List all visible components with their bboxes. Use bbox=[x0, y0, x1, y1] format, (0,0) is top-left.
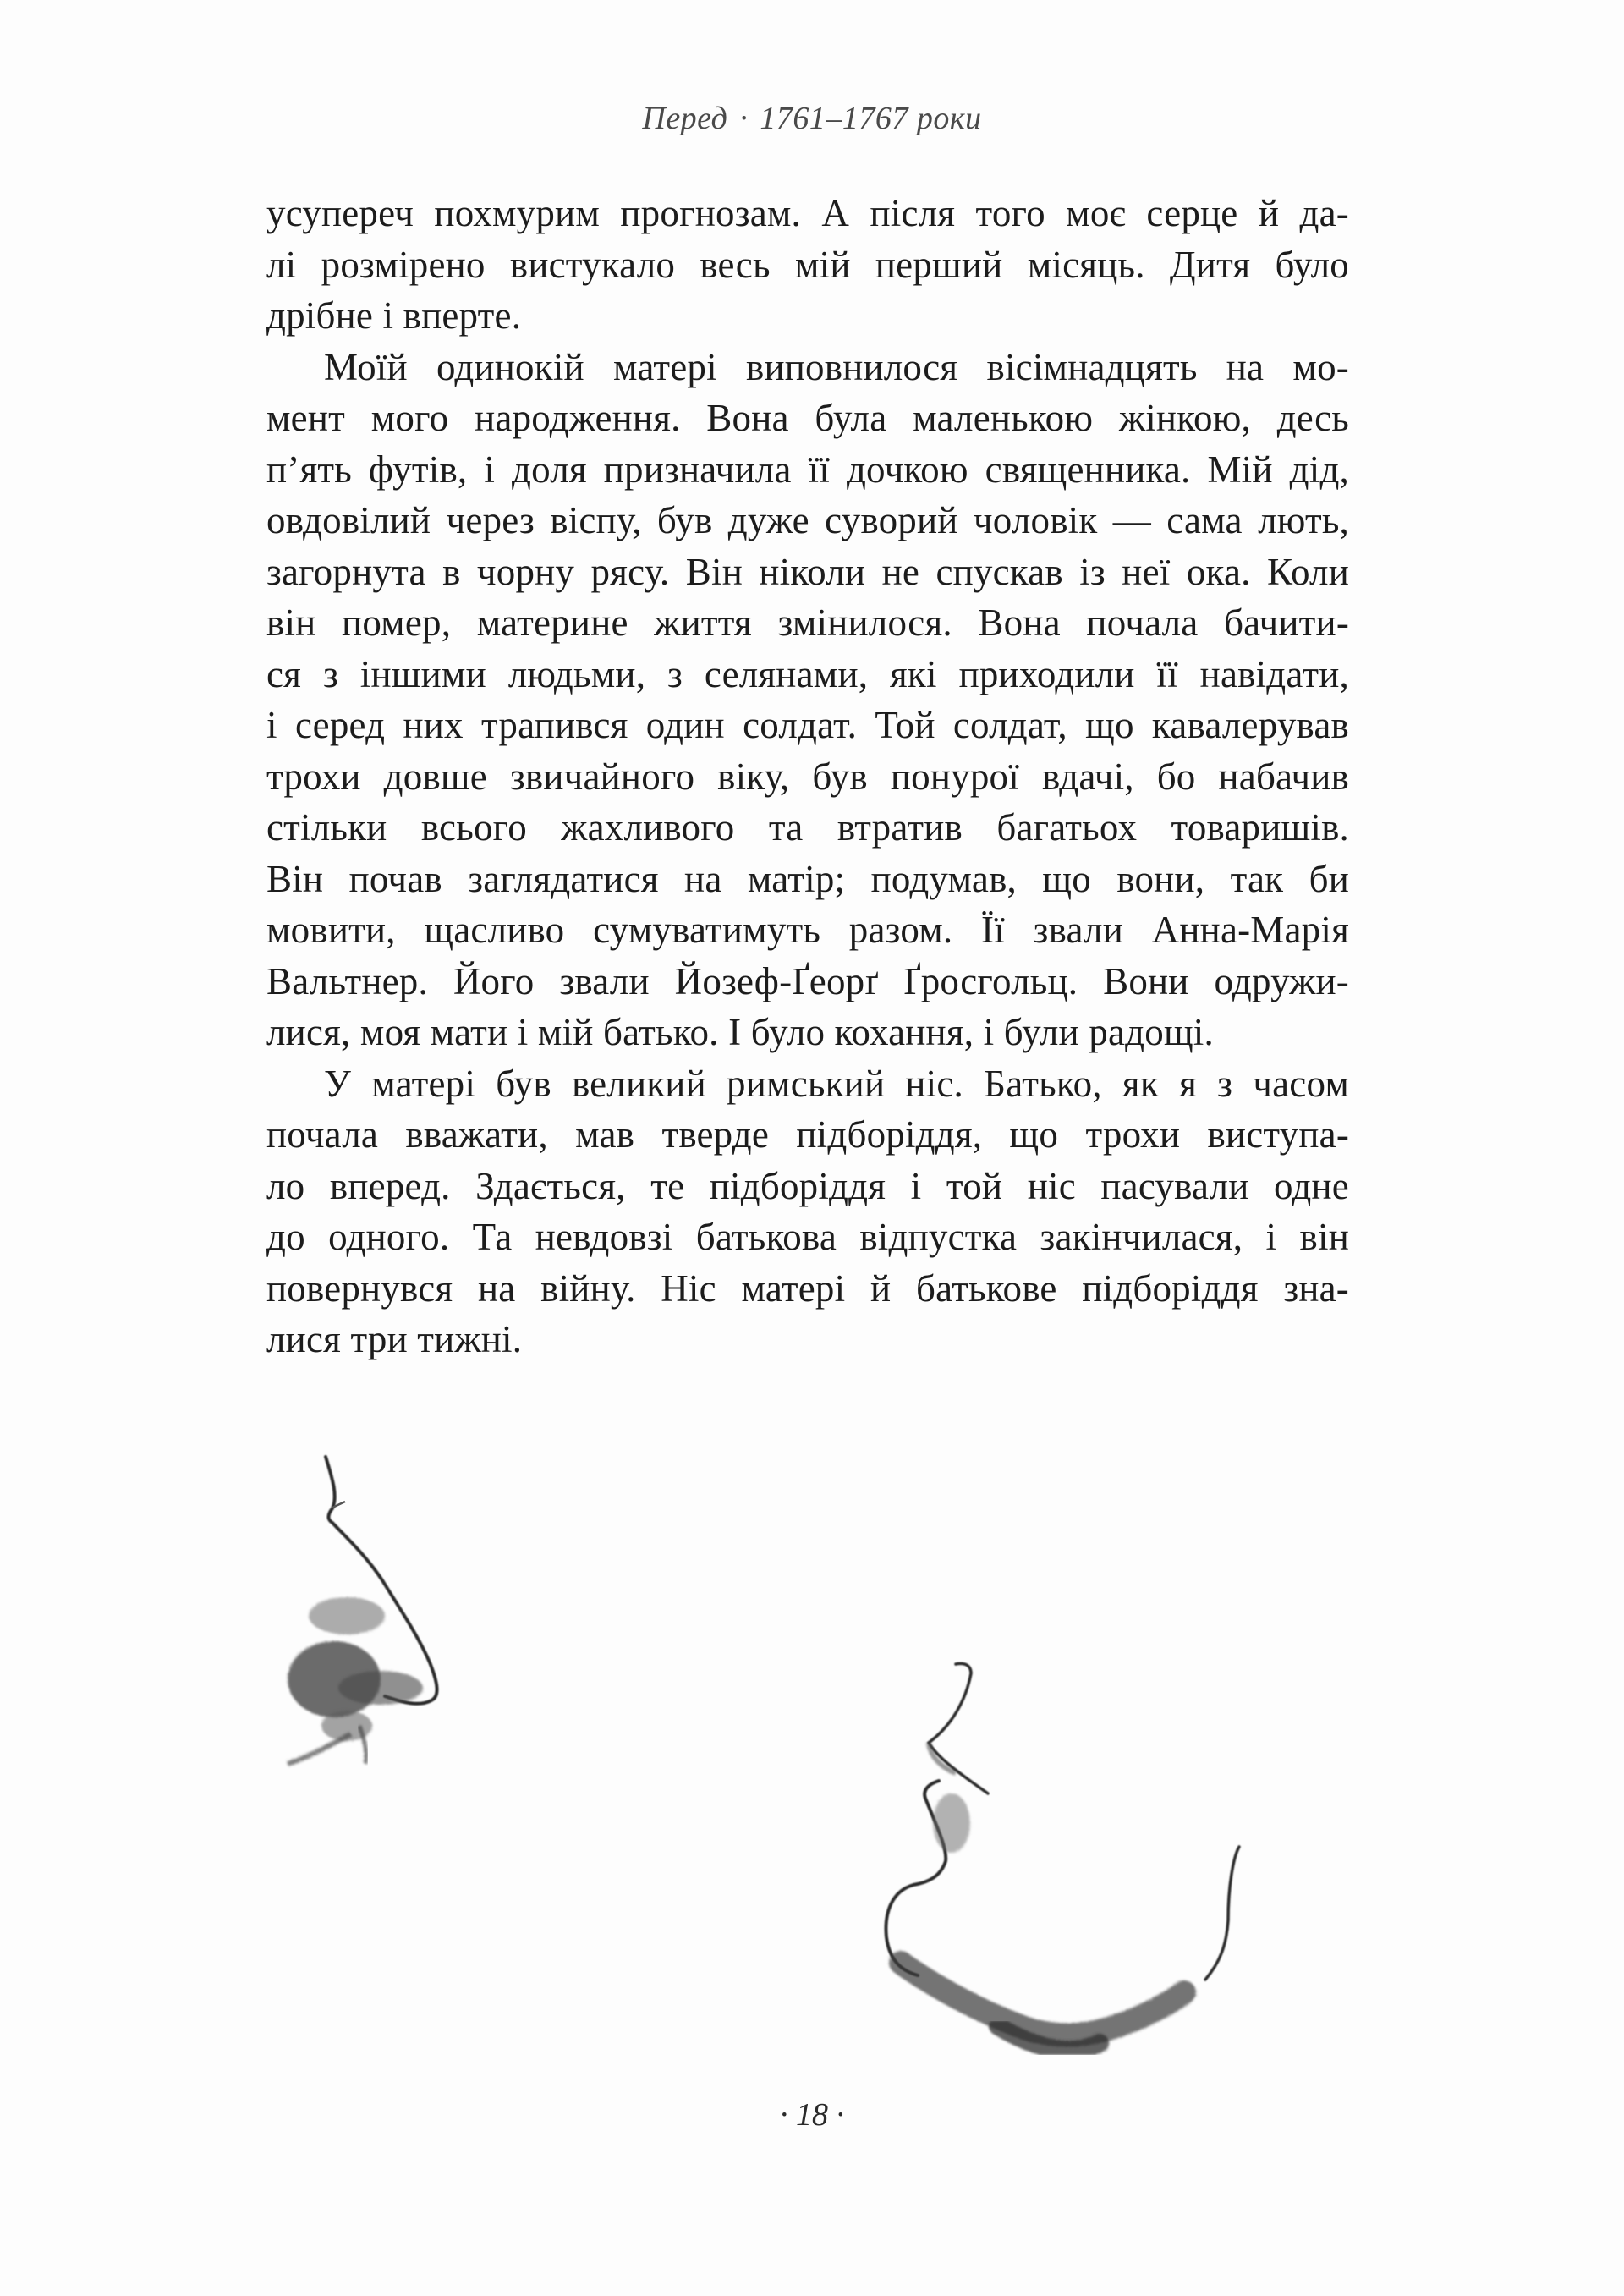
profile-illustration bbox=[254, 1421, 1370, 2081]
body-text bbox=[266, 188, 1349, 1365]
text-line: стільки всього жахливого та втратив багатьох товаришів. bbox=[266, 806, 1349, 849]
text-line: повернувся на війну. Ніс матері й батькове підборіддя зна- bbox=[266, 1266, 1349, 1310]
text-line: загорнута в чорну рясу. Він ніколи не спускав із неї ока. Коли bbox=[266, 550, 1349, 593]
text-line: усупереч похмурим прогнозам. А після того моє серце й да- bbox=[266, 192, 1349, 234]
text-line: Вальтнер. Його звали Йозеф-Ґеорґ Ґросгольц. Вони одружи- bbox=[266, 959, 1349, 1002]
chin-sketch-icon bbox=[886, 1663, 1239, 2050]
running-head-separator: · bbox=[739, 101, 749, 136]
text-line: Моїй одинокій матері виповнилося вісімнадцять на мо- bbox=[324, 345, 1349, 388]
text-line: ся з іншими людьми, з селянами, які приходили її навідати, bbox=[266, 652, 1349, 695]
text-line: лися три тижні. bbox=[266, 1318, 523, 1360]
text-line: мовити, щасливо сумуватимуть разом. Її звали Анна-Марія bbox=[266, 909, 1349, 951]
text-line: У матері був великий римський ніс. Батько, як я з часом bbox=[324, 1062, 1349, 1105]
text-line: до одного. Та невдовзі батькова відпустка закінчилася, і він bbox=[266, 1216, 1349, 1258]
text-line: мент мого народження. Вона була маленькою жінкою, десь bbox=[266, 397, 1349, 439]
text-line: дрібне і вперте. bbox=[266, 294, 522, 337]
text-line: п’ять футів, і доля призначила її дочкою священника. Мій дід, bbox=[266, 448, 1349, 491]
running-head-years: 1761–1767 роки bbox=[760, 101, 982, 136]
text-line: ло вперед. Здається, те підборіддя і той ніс пасували одне bbox=[266, 1164, 1349, 1207]
text-line: овдовілий через віспу, був дуже суворий чоловік — сама лють, bbox=[266, 499, 1349, 541]
text-line: і серед них трапився один солдат. Той солдат, що кавалерував bbox=[266, 704, 1349, 746]
text-line: почала вважати, мав тверде підборіддя, що трохи виступа- bbox=[266, 1113, 1349, 1156]
nose-sketch-icon bbox=[288, 1457, 437, 1764]
running-head-part: Перед bbox=[642, 101, 728, 136]
text-line: Він почав заглядатися на матір; подумав, що вони, так би bbox=[266, 857, 1349, 900]
text-line: він помер, материне життя змінилося. Вона почала бачити- bbox=[266, 601, 1349, 644]
text-line: трохи довше звичайного віку, був понурої вдачі, бо набачив bbox=[266, 755, 1349, 798]
page-number: · 18 · bbox=[780, 2097, 844, 2133]
text-line: лі розмірено вистукало весь мій перший місяць. Дитя було bbox=[266, 243, 1349, 286]
text-line: лися, моя мати і мій батько. І було кохання, і були радощі. bbox=[266, 1011, 1214, 1053]
running-head bbox=[0, 100, 1624, 137]
